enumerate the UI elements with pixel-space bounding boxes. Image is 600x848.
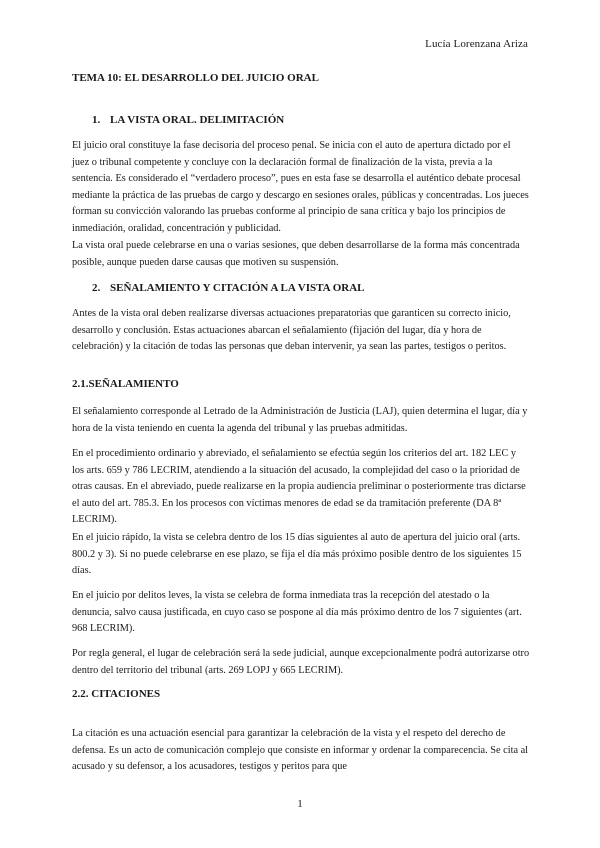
subsection-heading-2-1: 2.1.SEÑALAMIENTO xyxy=(72,378,179,390)
paragraph: Antes de la vista oral deben realizarse diversas actuaciones preparatorias que garanticen su correcto inicio, desarrollo y conclusión. Estas actuaciones abarcan el señalamiento (fijación del lugar, día y hora de celebración) y la citación de todas las personas que deban intervenir, ya sean las partes, testigos o peritos. xyxy=(72,308,511,352)
paragraph: La vista oral puede celebrarse en una o varias sesiones, que deben desarrollarse de la forma más concentrada posible, aunque pueden darse causas que motiven su suspensión. xyxy=(72,240,520,268)
paragraph: Por regla general, el lugar de celebración será la sede judicial, aunque excepcionalmente podrá autorizarse otro dentro del territorio del tribunal (arts. 269 LOPJ y 665 LECRIM). xyxy=(72,648,530,676)
document-title: TEMA 10: EL DESARROLLO DEL JUICIO ORAL xyxy=(72,72,319,84)
section-number: 2. xyxy=(92,282,101,294)
header-author: Lucía Lorenzana Ariza xyxy=(425,38,528,50)
paragraph: La citación es una actuación esencial para garantizar la celebración de la vista y el respeto del derecho de defensa. Es un acto de comunicación complejo que consiste en informar y ordenar la comparecencia. Se cita al acusado y su defensor, a los acusadores, testigos y peritos para que xyxy=(72,728,529,772)
paragraph: En el procedimiento ordinario y abreviado, el señalamiento se efectúa según los criterios del art. 182 LEC y los arts. 659 y 786 LECRIM, atendiendo a la situación del acusado, la complejidad del caso o la prioridad de otras causas. En el abreviado, puede realizarse en la propia audiencia preliminar o posteriormente tras dictarse el auto del art. 785.3. En los procesos con víctimas menores de edad se da tramitación preferente (DA 8ª LECRIM). xyxy=(72,448,526,525)
paragraph: En el juicio rápido, la vista se celebra dentro de los 15 días siguientes al auto de apertura del juicio oral (arts. 800.2 y 3). Si no puede celebrarse en ese plazo, se fija el día más próximo posible dentro de los siguientes 15 días. xyxy=(72,532,522,576)
section-title: SEÑALAMIENTO Y CITACIÓN A LA VISTA ORAL xyxy=(110,282,365,294)
page-number: 1 xyxy=(297,798,303,810)
subsection-heading-2-2: 2.2. CITACIONES xyxy=(72,688,161,700)
paragraph: El juicio oral constituye la fase decisoria del proceso penal. Se inicia con el auto de apertura dictado por el juez o tribunal competente y concluye con la declaración formal de finalización de la vista, previa a la sentencia. Es considerado el “verdadero proceso”, pues en esta fase se desarrolla el auténtico debate procesal mediante la práctica de las pruebas de cargo y descargo en sesiones orales, públicas y concentradas. Los jueces forman su convicción valorando las pruebas conforme al principio de sana crítica y bajo los principios de inmediación, oralidad, concentración y publicidad. xyxy=(72,140,529,234)
paragraph: En el juicio por delitos leves, la vista se celebra de forma inmediata tras la recepción del atestado o la denuncia, salvo causa justificada, en cuyo caso se pospone al día más próximo dentro de los 7 siguientes (art. 968 LECRIM). xyxy=(72,590,522,634)
section-number: 1. xyxy=(92,114,101,126)
paragraph: El señalamiento corresponde al Letrado de la Administración de Justicia (LAJ), quien determina el lugar, día y hora de la vista teniendo en cuenta la agenda del tribunal y las pruebas admitidas. xyxy=(72,406,528,434)
section-heading-2 xyxy=(92,282,365,294)
section-heading-1 xyxy=(92,114,284,126)
section-title: LA VISTA ORAL. DELIMITACIÓN xyxy=(110,114,285,126)
